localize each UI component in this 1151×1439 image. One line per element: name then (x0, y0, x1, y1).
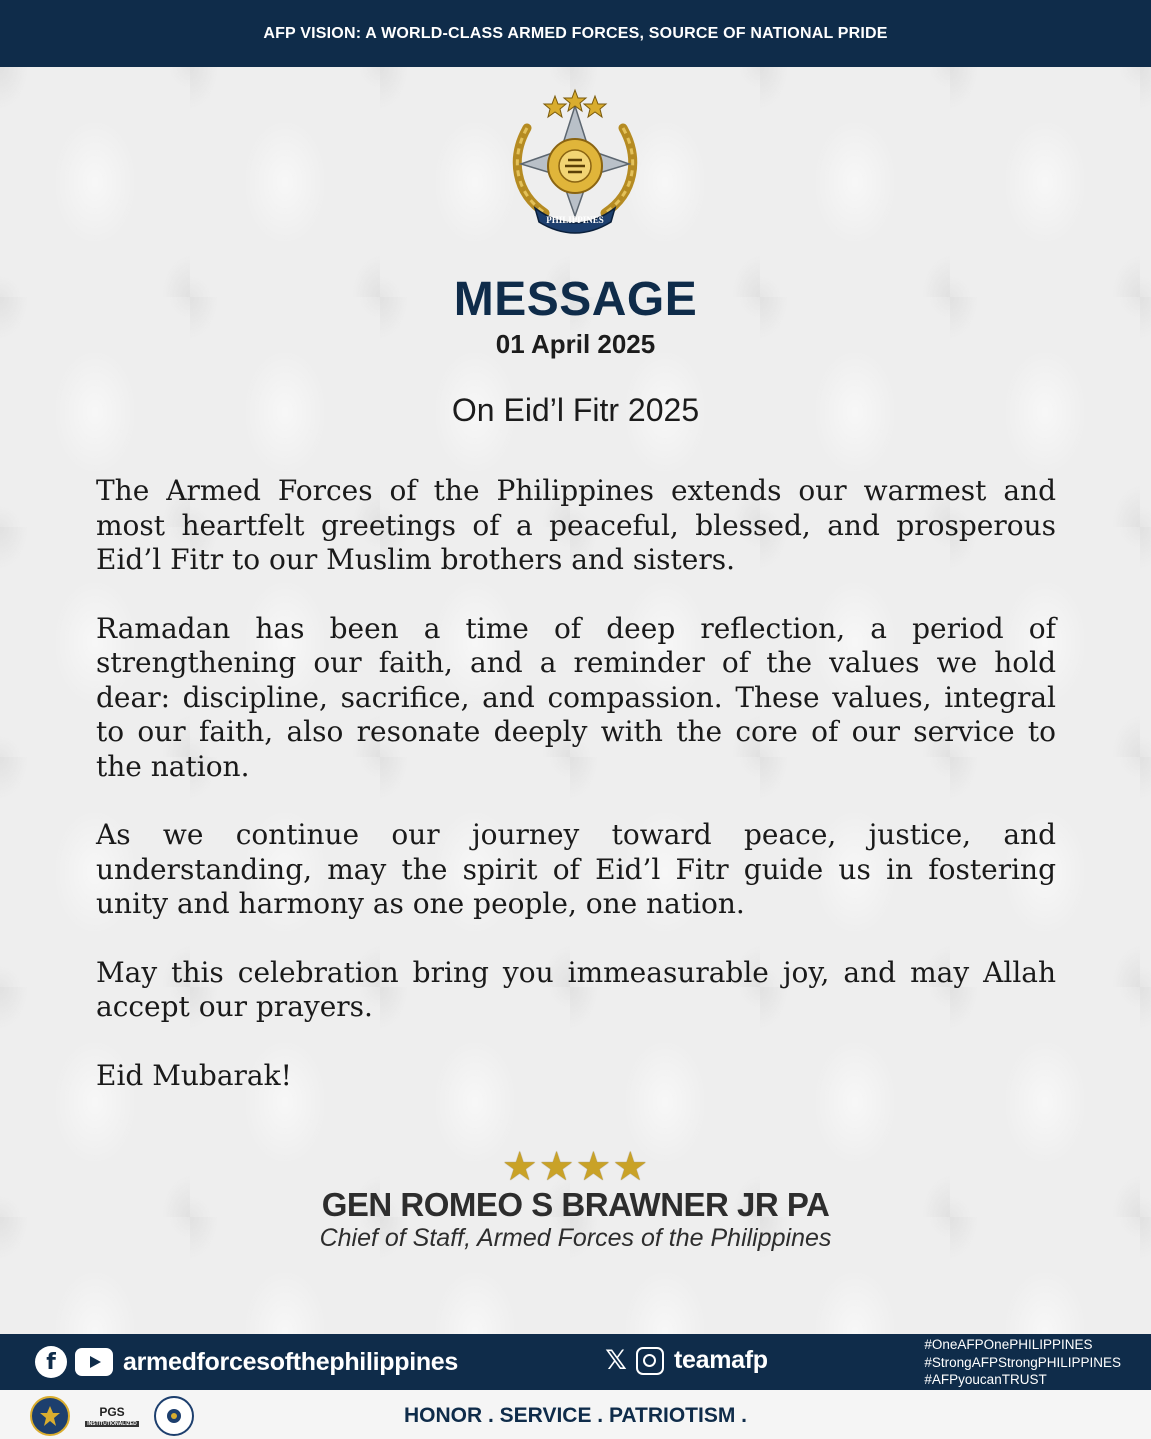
message-body (96, 474, 1056, 1127)
vision-banner (0, 0, 1151, 67)
footer (0, 1390, 1151, 1439)
signatory-name: GEN ROMEO S BRAWNER JR PA (321, 1186, 830, 1223)
emblem-ribbon-text: PHILIPPINES (546, 215, 604, 225)
pgs-label: PGS (99, 1405, 125, 1419)
paragraph-closing: Eid Mubarak! (96, 1058, 292, 1092)
hashtag: #AFPyoucanTRUST (924, 1372, 1047, 1387)
message-subject: On Eid’l Fitr 2025 (451, 392, 700, 428)
message-date: 01 April 2025 (495, 329, 656, 359)
facebook-youtube-handle[interactable]: armedforcesofthephilippines (123, 1347, 459, 1376)
four-star-rank-icon: ★★★★ (501, 1145, 650, 1189)
facebook-icon[interactable]: f (35, 1346, 67, 1378)
hashtag-list (924, 1336, 1121, 1389)
youtube-icon[interactable] (75, 1348, 113, 1376)
vision-text: AFP VISION: A WORLD-CLASS ARMED FORCES, SOURCE OF NATIONAL PRIDE (263, 24, 888, 42)
x-icon[interactable]: 𝕏 (605, 1345, 627, 1376)
x-instagram-handle[interactable]: teamafp (674, 1346, 768, 1374)
instagram-icon[interactable] (636, 1347, 664, 1375)
motto: HONOR . SERVICE . PATRIOTISM . (403, 1404, 748, 1427)
pgs-subtitle: INSTITUTIONALIZED (87, 1421, 137, 1427)
social-bar (0, 1334, 1151, 1390)
signatory-title: Chief of Staff, Armed Forces of the Philippines (319, 1224, 832, 1252)
paragraph-ramadan: Ramadan has been a time of deep reflection, a period of strengthening our faith, and a reminder of the values we hold dear: discipline, sacrifice, and compassion. These values, integral to our faith, also resonate deeply with the core of our service to the nation. (96, 611, 1056, 783)
paragraph-celebration: May this celebration bring you immeasurable joy, and may Allah accept our prayers. (96, 955, 1056, 1023)
paragraph-journey: As we continue our journey toward peace, justice, and understanding, may the spirit of Eid’l Fitr guide us in fostering unity and harmony as one people, one nation. (96, 818, 1056, 920)
hashtag: #OneAFPOnePHILIPPINES (924, 1337, 1093, 1352)
hashtag: #StrongAFPStrongPHILIPPINES (924, 1354, 1121, 1370)
x-instagram-group[interactable] (602, 1346, 768, 1375)
afp-emblem-icon (505, 88, 645, 238)
facebook-youtube-group[interactable] (35, 1346, 458, 1378)
message-heading: MESSAGE (453, 273, 698, 326)
paragraph-greeting: The Armed Forces of the Philippines extends our warmest and most heartfelt greetings of a peaceful, blessed, and prosperous Eid’l Fitr to our Muslim brothers and sisters. (96, 474, 1056, 576)
